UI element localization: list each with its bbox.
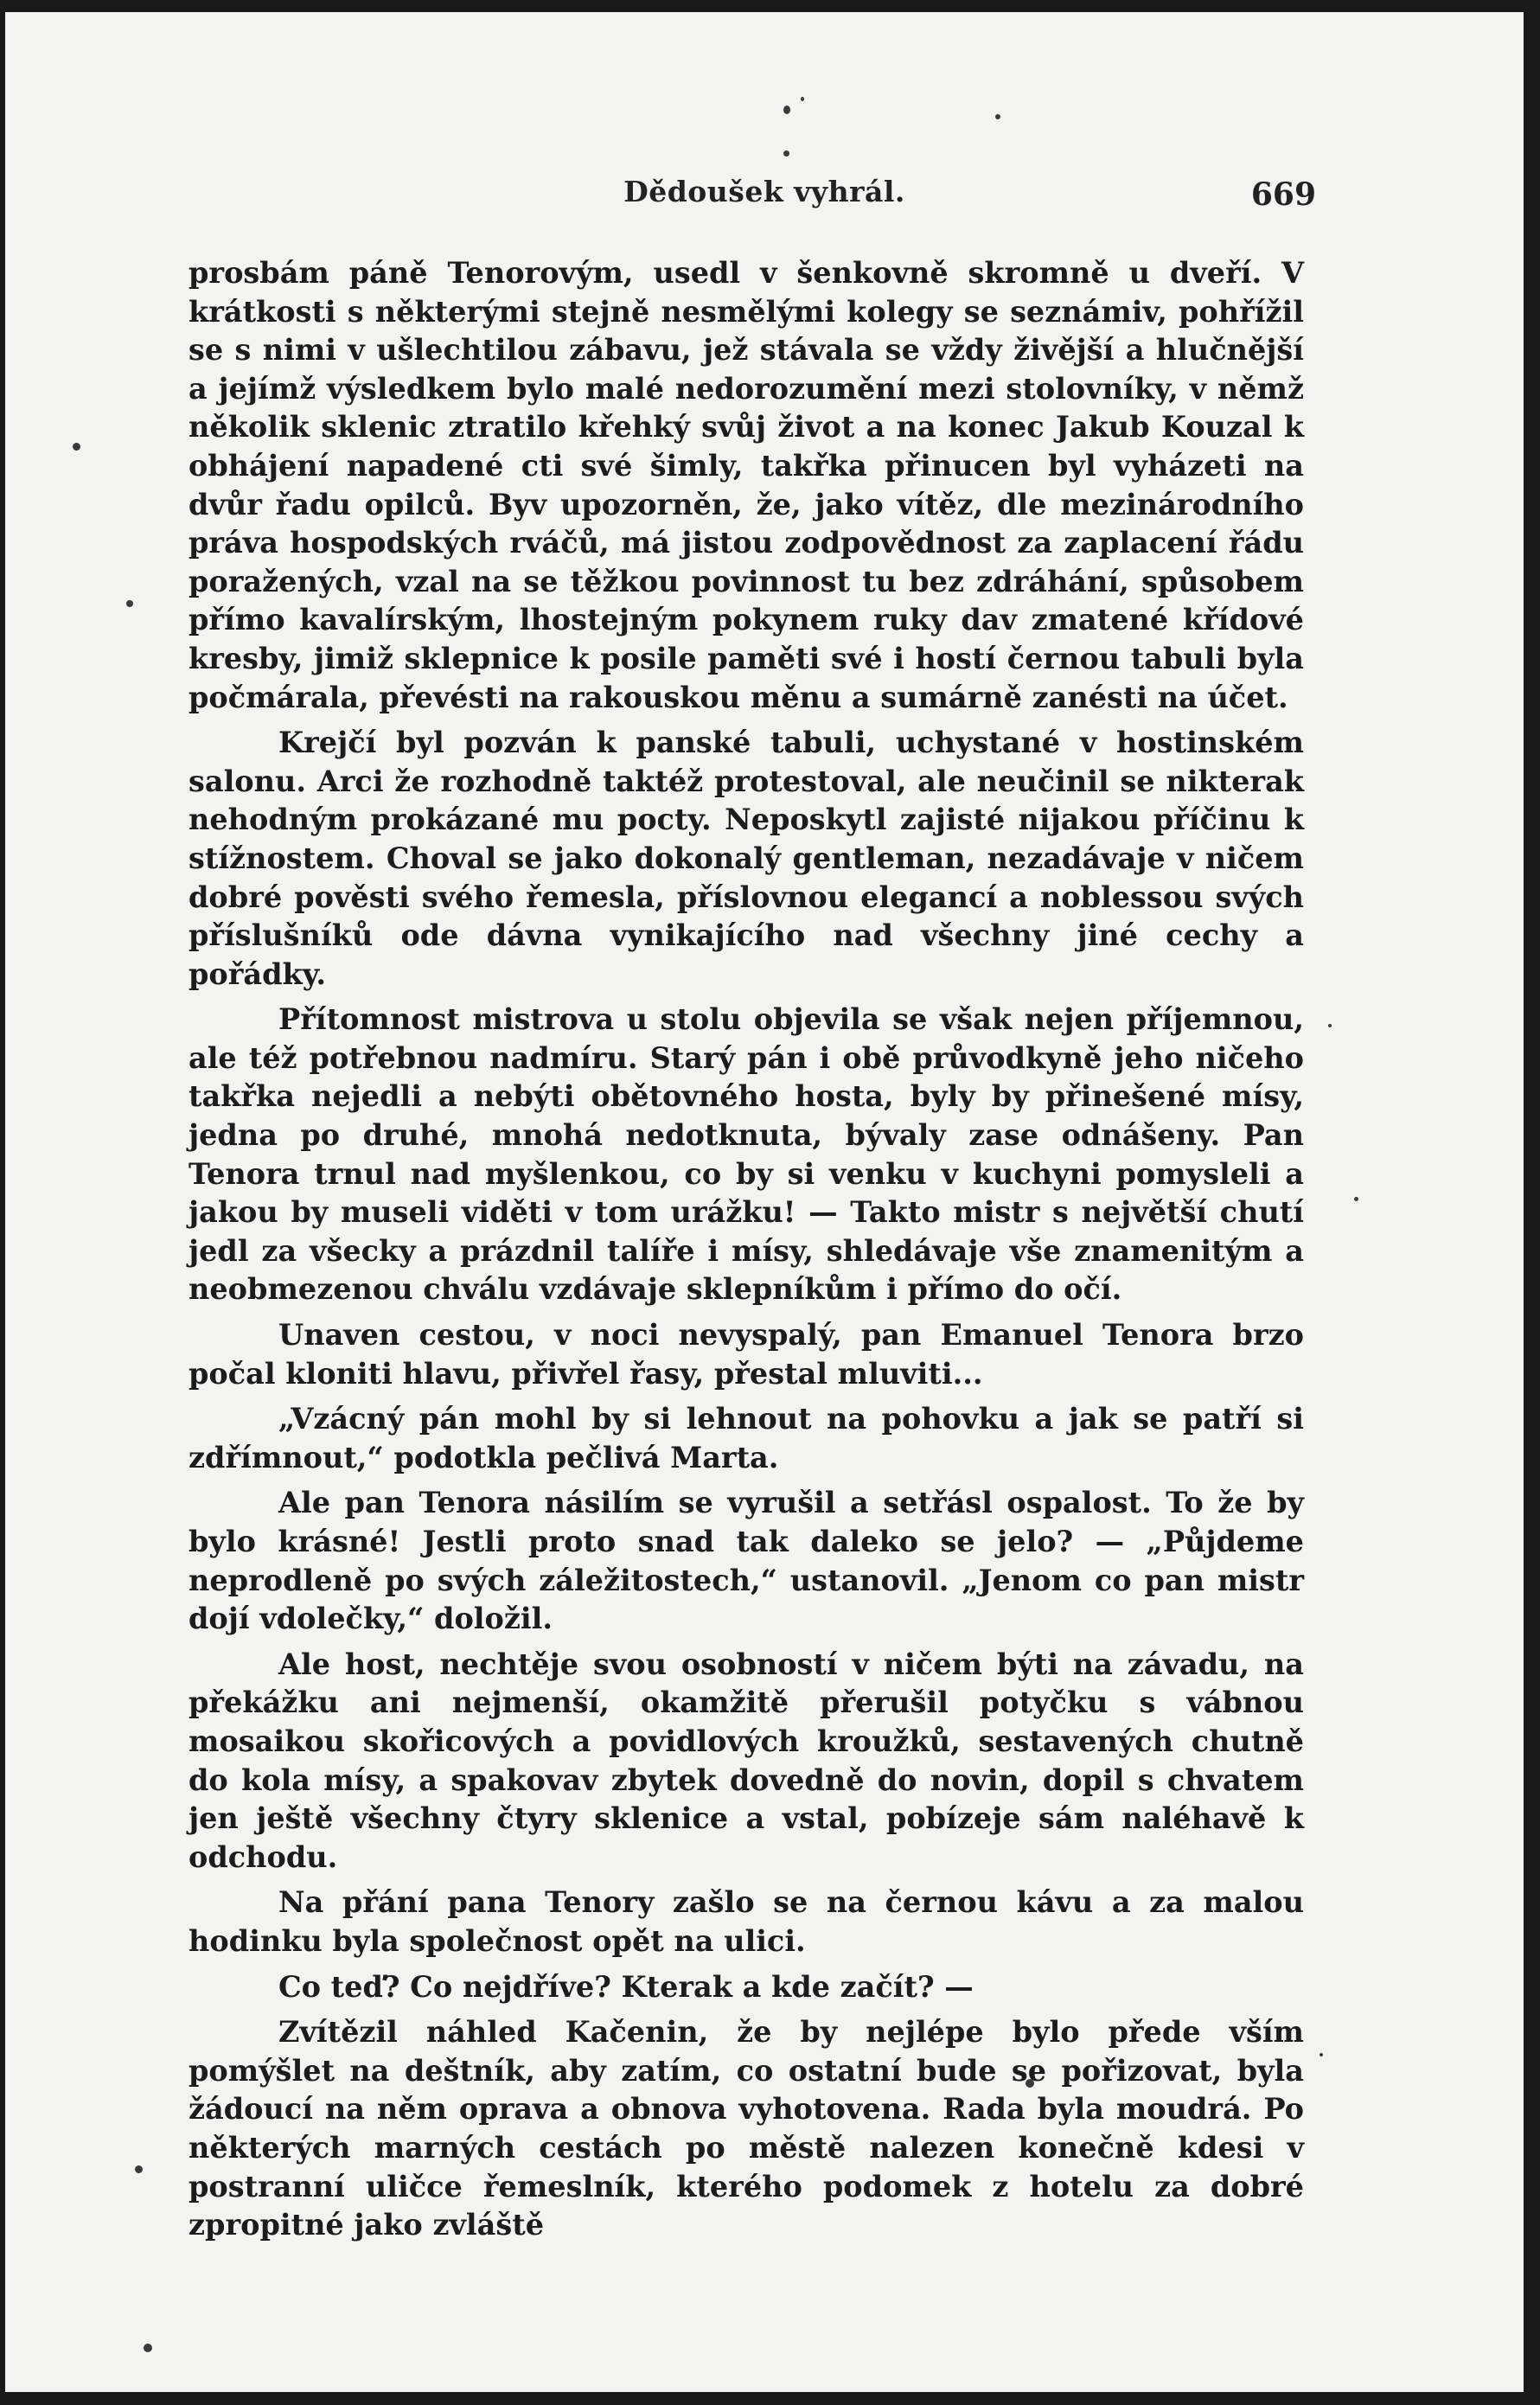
paragraph: Zvítězil náhled Kačenin, že by nejlépe bylo přede vším pomýšlet na deštník, aby zatím, co ostatní bude se pořizovat, byla žádoucí na něm oprava a obnova vyhotovena. Rada byla moudrá. Po některých marných cestách po městě nalezen konečně kdesi v postranní uličce řemeslník, kterého podomek z hotelu za dobré zpropitné jako zvláště (189, 2015, 1304, 2242)
page-number: 669 (1250, 176, 1316, 213)
speck (1320, 2053, 1323, 2056)
speck (783, 150, 789, 157)
paragraph: Unaven cestou, v noci nevyspalý, pan Emanuel Tenora brzo počal kloniti hlavu, přivřel řasy, přestal mluviti... (189, 1318, 1304, 1391)
speck (135, 2165, 143, 2173)
book-page (5, 12, 1524, 2392)
speck (783, 106, 790, 114)
speck (1328, 1024, 1332, 1027)
running-header (5, 166, 1524, 218)
paragraph: prosbám páně Tenorovým, usedl v šenkovně skromně u dveří. V krátkosti s některými stejně nesmělými kolegy se seznámiv, pohřížil se s nimi v ušlechtilou zábavu, jež stávala se vždy živější a hlučnější a jejímž výsledkem bylo malé nedorozumění mezi stolovníky, v němž několik sklenic ztratilo křehký svůj život a na konec Jakub Kouzal k obhájení napadené cti své šimly, takřka přinucen byl vyházeti na dvůr řadu opilců. Byv upozorněn, že, jako vítěz, dle mezinárodního práva hospodských rváčů, má jistou zodpovědnost za zaplacení řádu poražených, vzal na se těžkou povinnost tu bez zdráhání, spůsobem přímo kavalírským, lhostejným pokynem ruky dav zmatené křídové kresby, jimiž sklepnice k posile paměti své i hostí černou tabuli byla počmárala, převésti na rakouskou měnu a sumárně zanésti na účet. (189, 256, 1304, 714)
paragraph: Přítomnost mistrova u stolu objevila se však nejen příjemnou, ale též potřebnou nadmíru. Starý pán i obě průvodkyně jeho ničeho takřka nejedli a nebýti obětovného hosta, byly by přinešené mísy, jedna po druhé, mnohá nedotknuta, bývaly zase odnášeny. Pan Tenora trnul nad myšlenkou, co by si venku v kuchyni pomysleli a jakou by museli viděti v tom urážku! — Takto mistr s největší chutí jedl za všecky a prázdnil talíře i mísy, shledávaje vše znamenitým a neobmezenou chválu vzdávaje sklepníkům i přímo do očí. (189, 1002, 1304, 1307)
paragraph: Ale host, nechtěje svou osobností v ničem býti na závadu, na překážku ani nejmenší, okamžitě přerušil potyčku s vábnou mosaikou skořicových a povidlových kroužků, sestavených chutně do kola mísy, a spakovav zbytek dovedně do novin, dopil s chvatem jen ještě všechny čtyry sklenice a vstal, pobízeje sám naléhavě k odchodu. (189, 1647, 1304, 1874)
speck (126, 600, 133, 607)
speck (1354, 1197, 1358, 1201)
running-title: Dědoušek vyhrál. (623, 175, 905, 208)
paragraph: Krejčí byl pozván k panské tabuli, uchystané v hostinském salonu. Arci že rozhodně taktéž protestoval, ale neučinil se nikterak nehodným prokázané mu pocty. Neposkytl zajisté nijakou příčinu k stížnostem. Choval se jako dokonalý gentleman, nezadávaje v ničem dobré pověsti svého řemesla, příslovnou elegancí a noblessou svých příslušníků ode dávna vynikajícího nad všechny jiné cechy a pořádky. (189, 726, 1304, 991)
speck (995, 114, 1000, 119)
paragraph: Co teď? Co nejdříve? Kterak a kde začít? — (278, 1969, 974, 2004)
paragraph: Ale pan Tenora násilím se vyrušil a setřásl ospalost. To že by bylo krásné! Jestli proto snad tak daleko se jelo? — „Půjdeme neprodleně po svých záležitostech,“ ustanovil. „Jenom co pan mistr dojí vdolečky,“ doložil. (189, 1486, 1304, 1636)
speck (144, 2344, 152, 2352)
body-text (189, 254, 1304, 2252)
speck (801, 97, 804, 101)
paragraph: „Vzácný pán mohl by si lehnout na pohovku a jak se patří si zdřímnout,“ podotkla pečlivá Marta. (189, 1402, 1304, 1474)
speck (73, 443, 80, 451)
paragraph: Na přání pana Tenory zašlo se na černou kávu a za malou hodinku byla společnost opět na ulici. (189, 1885, 1304, 1958)
